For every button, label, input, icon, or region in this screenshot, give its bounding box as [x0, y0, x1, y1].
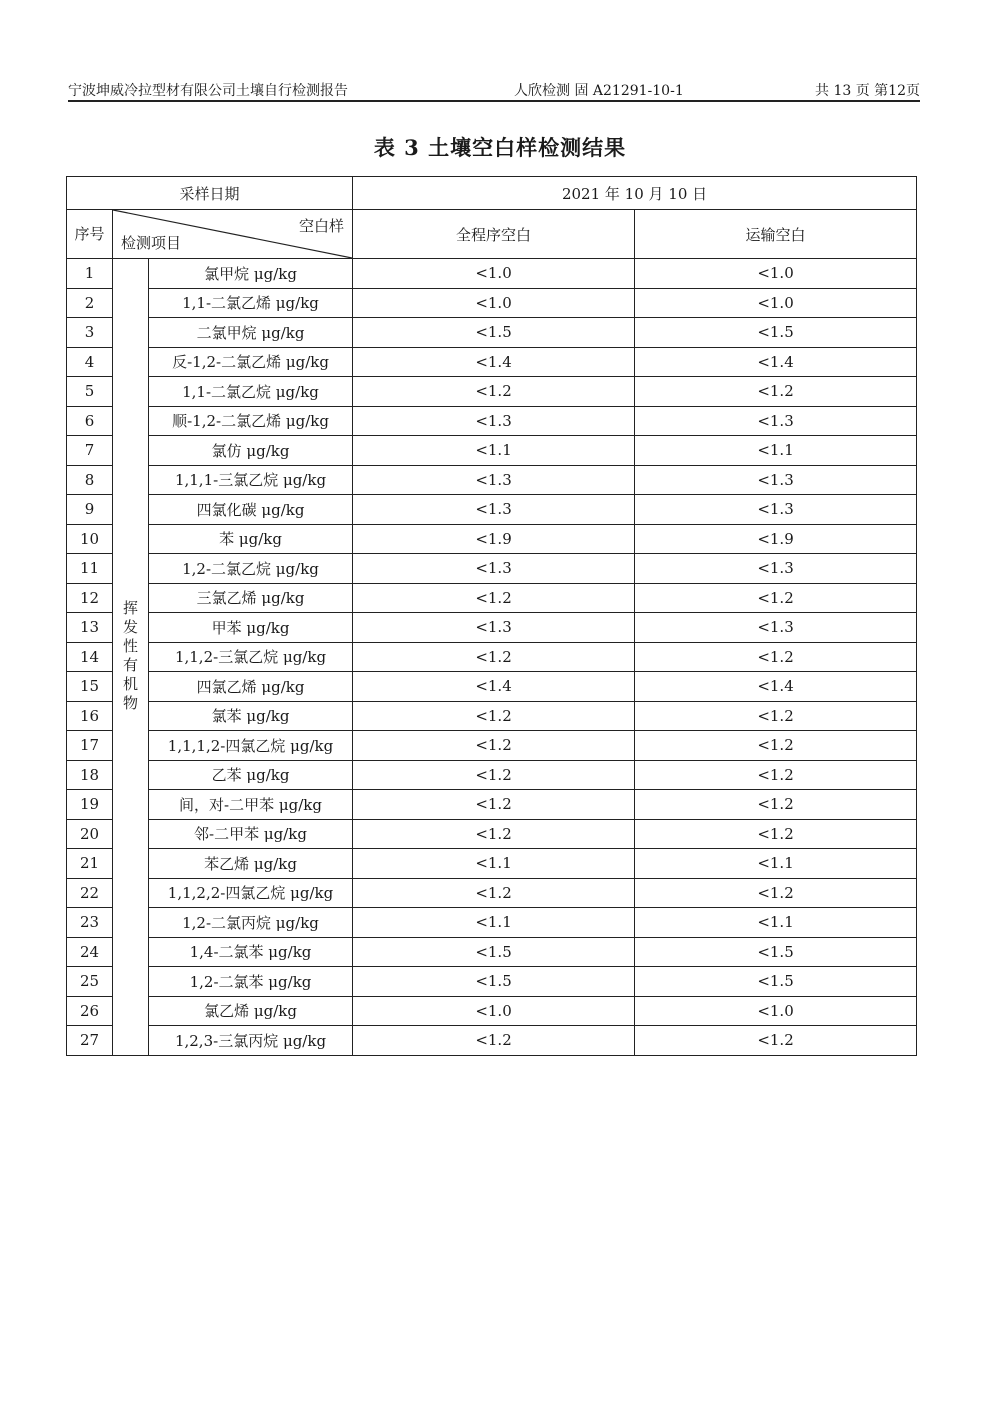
transport-blank-value: <1.2: [635, 760, 917, 790]
test-item-name: 1,1,2,2-四氯乙烷 μg/kg: [149, 878, 353, 908]
full-procedure-blank-value: <1.1: [353, 908, 635, 938]
row-number: 12: [67, 583, 113, 613]
full-procedure-blank-value: <1.1: [353, 849, 635, 879]
table-row: [67, 406, 917, 436]
table-row: [67, 967, 917, 997]
test-item-name: 顺-1,2-二氯乙烯 μg/kg: [149, 406, 353, 436]
table-row: [67, 731, 917, 761]
row-number: 14: [67, 642, 113, 672]
table-row: [67, 436, 917, 466]
category-cell: [113, 259, 149, 1056]
table-row: [67, 377, 917, 407]
full-procedure-blank-value: <1.2: [353, 701, 635, 731]
full-procedure-blank-value: <1.3: [353, 613, 635, 643]
test-item-name: 1,1-二氯乙烯 μg/kg: [149, 288, 353, 318]
transport-blank-value: <1.2: [635, 731, 917, 761]
transport-blank-value: <1.1: [635, 908, 917, 938]
full-procedure-blank-value: <1.2: [353, 583, 635, 613]
table-row: [67, 996, 917, 1026]
test-item-name: 氯苯 μg/kg: [149, 701, 353, 731]
table-row: [67, 642, 917, 672]
full-procedure-blank-value: <1.3: [353, 495, 635, 525]
transport-blank-value: <1.1: [635, 849, 917, 879]
table-row: [67, 583, 917, 613]
test-item-name: 四氯乙烯 μg/kg: [149, 672, 353, 702]
transport-blank-value: <1.2: [635, 377, 917, 407]
full-procedure-blank-value: <1.5: [353, 937, 635, 967]
row-number: 5: [67, 377, 113, 407]
full-procedure-blank-value: <1.2: [353, 731, 635, 761]
full-procedure-blank-value: <1.4: [353, 672, 635, 702]
row-number: 22: [67, 878, 113, 908]
test-item-name: 1,2-二氯苯 μg/kg: [149, 967, 353, 997]
diagonal-header-cell: [113, 210, 353, 259]
full-procedure-blank-value: <1.0: [353, 996, 635, 1026]
table-row: [67, 672, 917, 702]
seq-header: [67, 210, 113, 259]
test-item-name: 乙苯 μg/kg: [149, 760, 353, 790]
transport-blank-value: <1.3: [635, 406, 917, 436]
table-row: [67, 495, 917, 525]
test-item-name: 1,1-二氯乙烷 μg/kg: [149, 377, 353, 407]
transport-blank-value: <1.3: [635, 613, 917, 643]
transport-blank-value: <1.9: [635, 524, 917, 554]
row-number: 19: [67, 790, 113, 820]
full-procedure-blank-value: <1.9: [353, 524, 635, 554]
full-procedure-blank-value: <1.2: [353, 819, 635, 849]
test-item-name: 1,1,1-三氯乙烷 μg/kg: [149, 465, 353, 495]
test-item-name: 1,2-二氯乙烷 μg/kg: [149, 554, 353, 584]
sampling-date-value: 2021 年 10 月 10 日: [353, 177, 917, 210]
table-row: [67, 760, 917, 790]
full-procedure-blank-value: <1.0: [353, 259, 635, 289]
test-item-name: 苯 μg/kg: [149, 524, 353, 554]
transport-blank-value: <1.1: [635, 436, 917, 466]
table-row: [67, 465, 917, 495]
transport-blank-value: <1.4: [635, 347, 917, 377]
row-number: 25: [67, 967, 113, 997]
sampling-date-row: [67, 177, 917, 210]
row-number: 24: [67, 937, 113, 967]
test-item-name: 反-1,2-二氯乙烯 μg/kg: [149, 347, 353, 377]
table-row: [67, 819, 917, 849]
transport-blank-value: <1.2: [635, 701, 917, 731]
full-procedure-blank-value: <1.3: [353, 465, 635, 495]
row-number: 8: [67, 465, 113, 495]
test-item-name: 1,2,3-三氯丙烷 μg/kg: [149, 1026, 353, 1056]
table-row: [67, 288, 917, 318]
table-row: [67, 849, 917, 879]
category-label: 挥发性有机物: [121, 599, 139, 714]
transport-blank-value: <1.0: [635, 996, 917, 1026]
transport-blank-value: <1.2: [635, 878, 917, 908]
test-item-name: 间，对-二甲苯 μg/kg: [149, 790, 353, 820]
test-item-label: 检测项目: [121, 234, 182, 252]
full-procedure-blank-value: <1.5: [353, 318, 635, 348]
transport-blank-value: <1.3: [635, 495, 917, 525]
row-number: 15: [67, 672, 113, 702]
row-number: 27: [67, 1026, 113, 1056]
table-row: [67, 613, 917, 643]
row-number: 3: [67, 318, 113, 348]
table-row: [67, 554, 917, 584]
row-number: 1: [67, 259, 113, 289]
row-number: 11: [67, 554, 113, 584]
test-item-name: 1,2-二氯丙烷 μg/kg: [149, 908, 353, 938]
full-procedure-blank-value: <1.2: [353, 642, 635, 672]
full-procedure-blank-value: <1.3: [353, 554, 635, 584]
transport-blank-value: <1.5: [635, 967, 917, 997]
column-header-row: [67, 210, 917, 259]
test-item-name: 氯仿 μg/kg: [149, 436, 353, 466]
report-number: 人欣检测 固 A21291-10-1: [514, 83, 684, 99]
table-row: [67, 937, 917, 967]
table-row: [67, 908, 917, 938]
transport-blank-value: <1.2: [635, 1026, 917, 1056]
row-number: 6: [67, 406, 113, 436]
full-procedure-blank-value: <1.2: [353, 878, 635, 908]
transport-blank-value: <1.0: [635, 259, 917, 289]
table-row: [67, 347, 917, 377]
test-item-name: 邻-二甲苯 μg/kg: [149, 819, 353, 849]
full-procedure-blank-value: <1.3: [353, 406, 635, 436]
table-title: 表 3 土壤空白样检测结果: [373, 135, 627, 160]
full-procedure-blank-value: <1.2: [353, 377, 635, 407]
test-item-name: 1,4-二氯苯 μg/kg: [149, 937, 353, 967]
full-procedure-blank-value: <1.1: [353, 436, 635, 466]
row-number: 20: [67, 819, 113, 849]
seq-header-label: 序号: [74, 225, 105, 243]
table-row: [67, 878, 917, 908]
transport-blank-value: <1.2: [635, 819, 917, 849]
transport-blank-value: <1.3: [635, 465, 917, 495]
transport-blank-header: 运输空白: [635, 210, 917, 259]
sampling-date-label: 采样日期: [67, 177, 353, 210]
table-row: [67, 259, 917, 289]
table-row: [67, 701, 917, 731]
test-item-name: 氯甲烷 μg/kg: [149, 259, 353, 289]
test-item-name: 氯乙烯 μg/kg: [149, 996, 353, 1026]
row-number: 26: [67, 996, 113, 1026]
page-header: [68, 78, 920, 102]
row-number: 23: [67, 908, 113, 938]
test-item-name: 二氯甲烷 μg/kg: [149, 318, 353, 348]
transport-blank-value: <1.2: [635, 583, 917, 613]
transport-blank-value: <1.3: [635, 554, 917, 584]
full-procedure-blank-header: 全程序空白: [353, 210, 635, 259]
company-report-title: 宁波坤威冷拉型材有限公司土壤自行检测报告: [68, 83, 348, 99]
transport-blank-value: <1.0: [635, 288, 917, 318]
row-number: 21: [67, 849, 113, 879]
full-procedure-blank-value: <1.5: [353, 967, 635, 997]
table-row: [67, 1026, 917, 1056]
full-procedure-blank-value: <1.0: [353, 288, 635, 318]
transport-blank-value: <1.5: [635, 937, 917, 967]
blank-sample-label: 空白样: [299, 217, 345, 235]
row-number: 2: [67, 288, 113, 318]
page-count: 共 13 页 第12页: [815, 83, 920, 99]
row-number: 17: [67, 731, 113, 761]
transport-blank-value: <1.5: [635, 318, 917, 348]
test-item-name: 1,1,1,2-四氯乙烷 μg/kg: [149, 731, 353, 761]
test-item-name: 1,1,2-三氯乙烷 μg/kg: [149, 642, 353, 672]
transport-blank-value: <1.2: [635, 642, 917, 672]
row-number: 9: [67, 495, 113, 525]
table-row: [67, 790, 917, 820]
test-item-name: 苯乙烯 μg/kg: [149, 849, 353, 879]
test-item-name: 甲苯 μg/kg: [149, 613, 353, 643]
transport-blank-value: <1.4: [635, 672, 917, 702]
row-number: 10: [67, 524, 113, 554]
blank-sample-results-table: [66, 176, 917, 1056]
test-item-name: 四氯化碳 μg/kg: [149, 495, 353, 525]
transport-blank-value: <1.2: [635, 790, 917, 820]
table-row: [67, 318, 917, 348]
row-number: 4: [67, 347, 113, 377]
row-number: 16: [67, 701, 113, 731]
full-procedure-blank-value: <1.4: [353, 347, 635, 377]
full-procedure-blank-value: <1.2: [353, 1026, 635, 1056]
row-number: 13: [67, 613, 113, 643]
full-procedure-blank-value: <1.2: [353, 790, 635, 820]
full-procedure-blank-value: <1.2: [353, 760, 635, 790]
test-item-name: 三氯乙烯 μg/kg: [149, 583, 353, 613]
row-number: 7: [67, 436, 113, 466]
table-row: [67, 524, 917, 554]
row-number: 18: [67, 760, 113, 790]
